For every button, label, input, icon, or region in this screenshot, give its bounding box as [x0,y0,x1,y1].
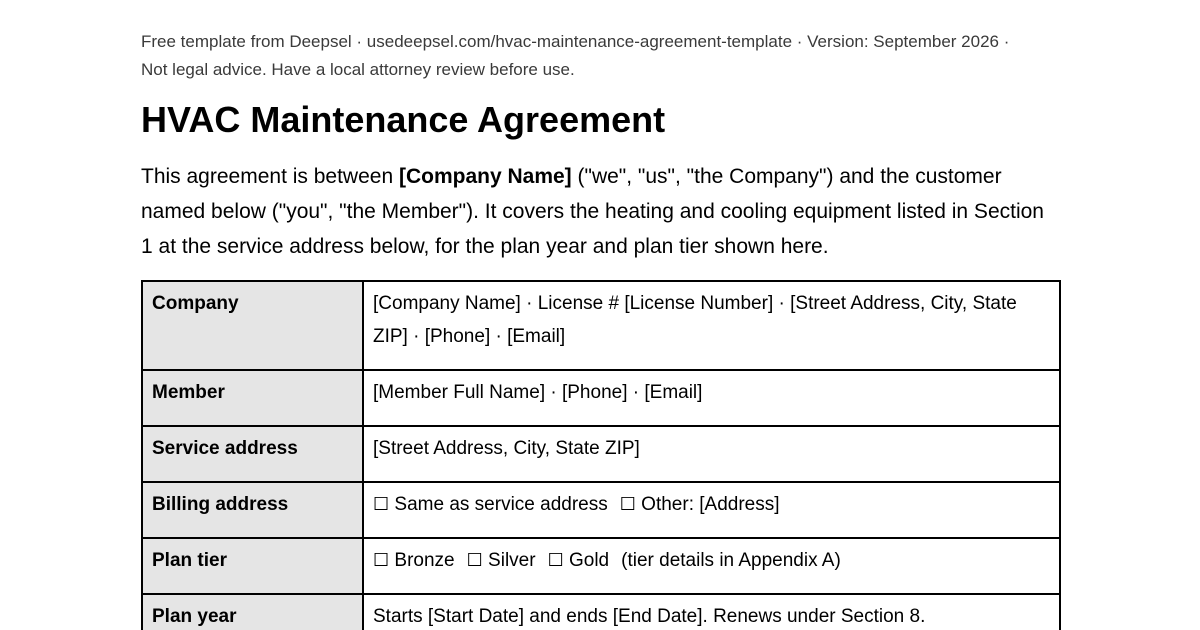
option-same-address-label: Same as service address [394,494,608,515]
agreement-info-table [141,280,1061,630]
plan-year-label: Plan year [142,594,363,630]
plan-tier-label: Plan tier [142,538,363,594]
intro-text-after: ("we", "us", "the Company") and the customer named below ("you", "the Member"). It covers the heating and cooling equipment listed in Section 1 at the service address below, for the plan year and plan tier shown here. [141,165,1044,258]
notice-line-2: Not legal advice. Have a local attorney review before use. [141,60,575,79]
table-row-billing-address [142,482,1060,538]
plan-year-value: Starts [Start Date] and ends [End Date]. Renews under Section 8. [363,594,1060,630]
document-title: HVAC Maintenance Agreement [141,99,666,140]
table-row-company [142,281,1060,370]
checkbox-gold[interactable]: ☐ [547,550,564,571]
intro-company-placeholder: [Company Name] [398,165,572,188]
option-gold-label: Gold [568,550,610,571]
tier-details-note: (tier details in Appendix A) [621,550,841,571]
option-bronze-label: Bronze [394,550,455,571]
checkbox-silver[interactable]: ☐ [466,550,483,571]
member-label: Member [142,370,363,426]
checkbox-bronze[interactable]: ☐ [373,550,390,571]
notice-line-1: Free template from Deepsel · usedeepsel.com/hvac-maintenance-agreement-template · Version: September 2026 · [141,32,1010,51]
option-silver-label: Silver [488,550,536,571]
company-value: [Company Name] · License # [License Number] · [Street Address, City, State ZIP] · [Phone] · [Email] [363,281,1060,370]
plan-tier-value [363,538,1060,594]
table-row-plan-tier [142,538,1060,594]
intro-paragraph [141,159,1051,264]
checkbox-same-address[interactable]: ☐ [373,494,390,515]
table-row-service-address [142,426,1060,482]
service-address-label: Service address [142,426,363,482]
option-other-address-label: Other: [Address] [641,494,780,515]
intro-text-before: This agreement is between [141,165,399,188]
table-row-member [142,370,1060,426]
checkbox-other-address[interactable]: ☐ [619,494,636,515]
company-label: Company [142,281,363,370]
billing-address-value [363,482,1060,538]
member-value: [Member Full Name] · [Phone] · [Email] [363,370,1060,426]
service-address-value: [Street Address, City, State ZIP] [363,426,1060,482]
template-notice [141,28,1061,84]
billing-address-label: Billing address [142,482,363,538]
table-row-plan-year [142,594,1060,630]
